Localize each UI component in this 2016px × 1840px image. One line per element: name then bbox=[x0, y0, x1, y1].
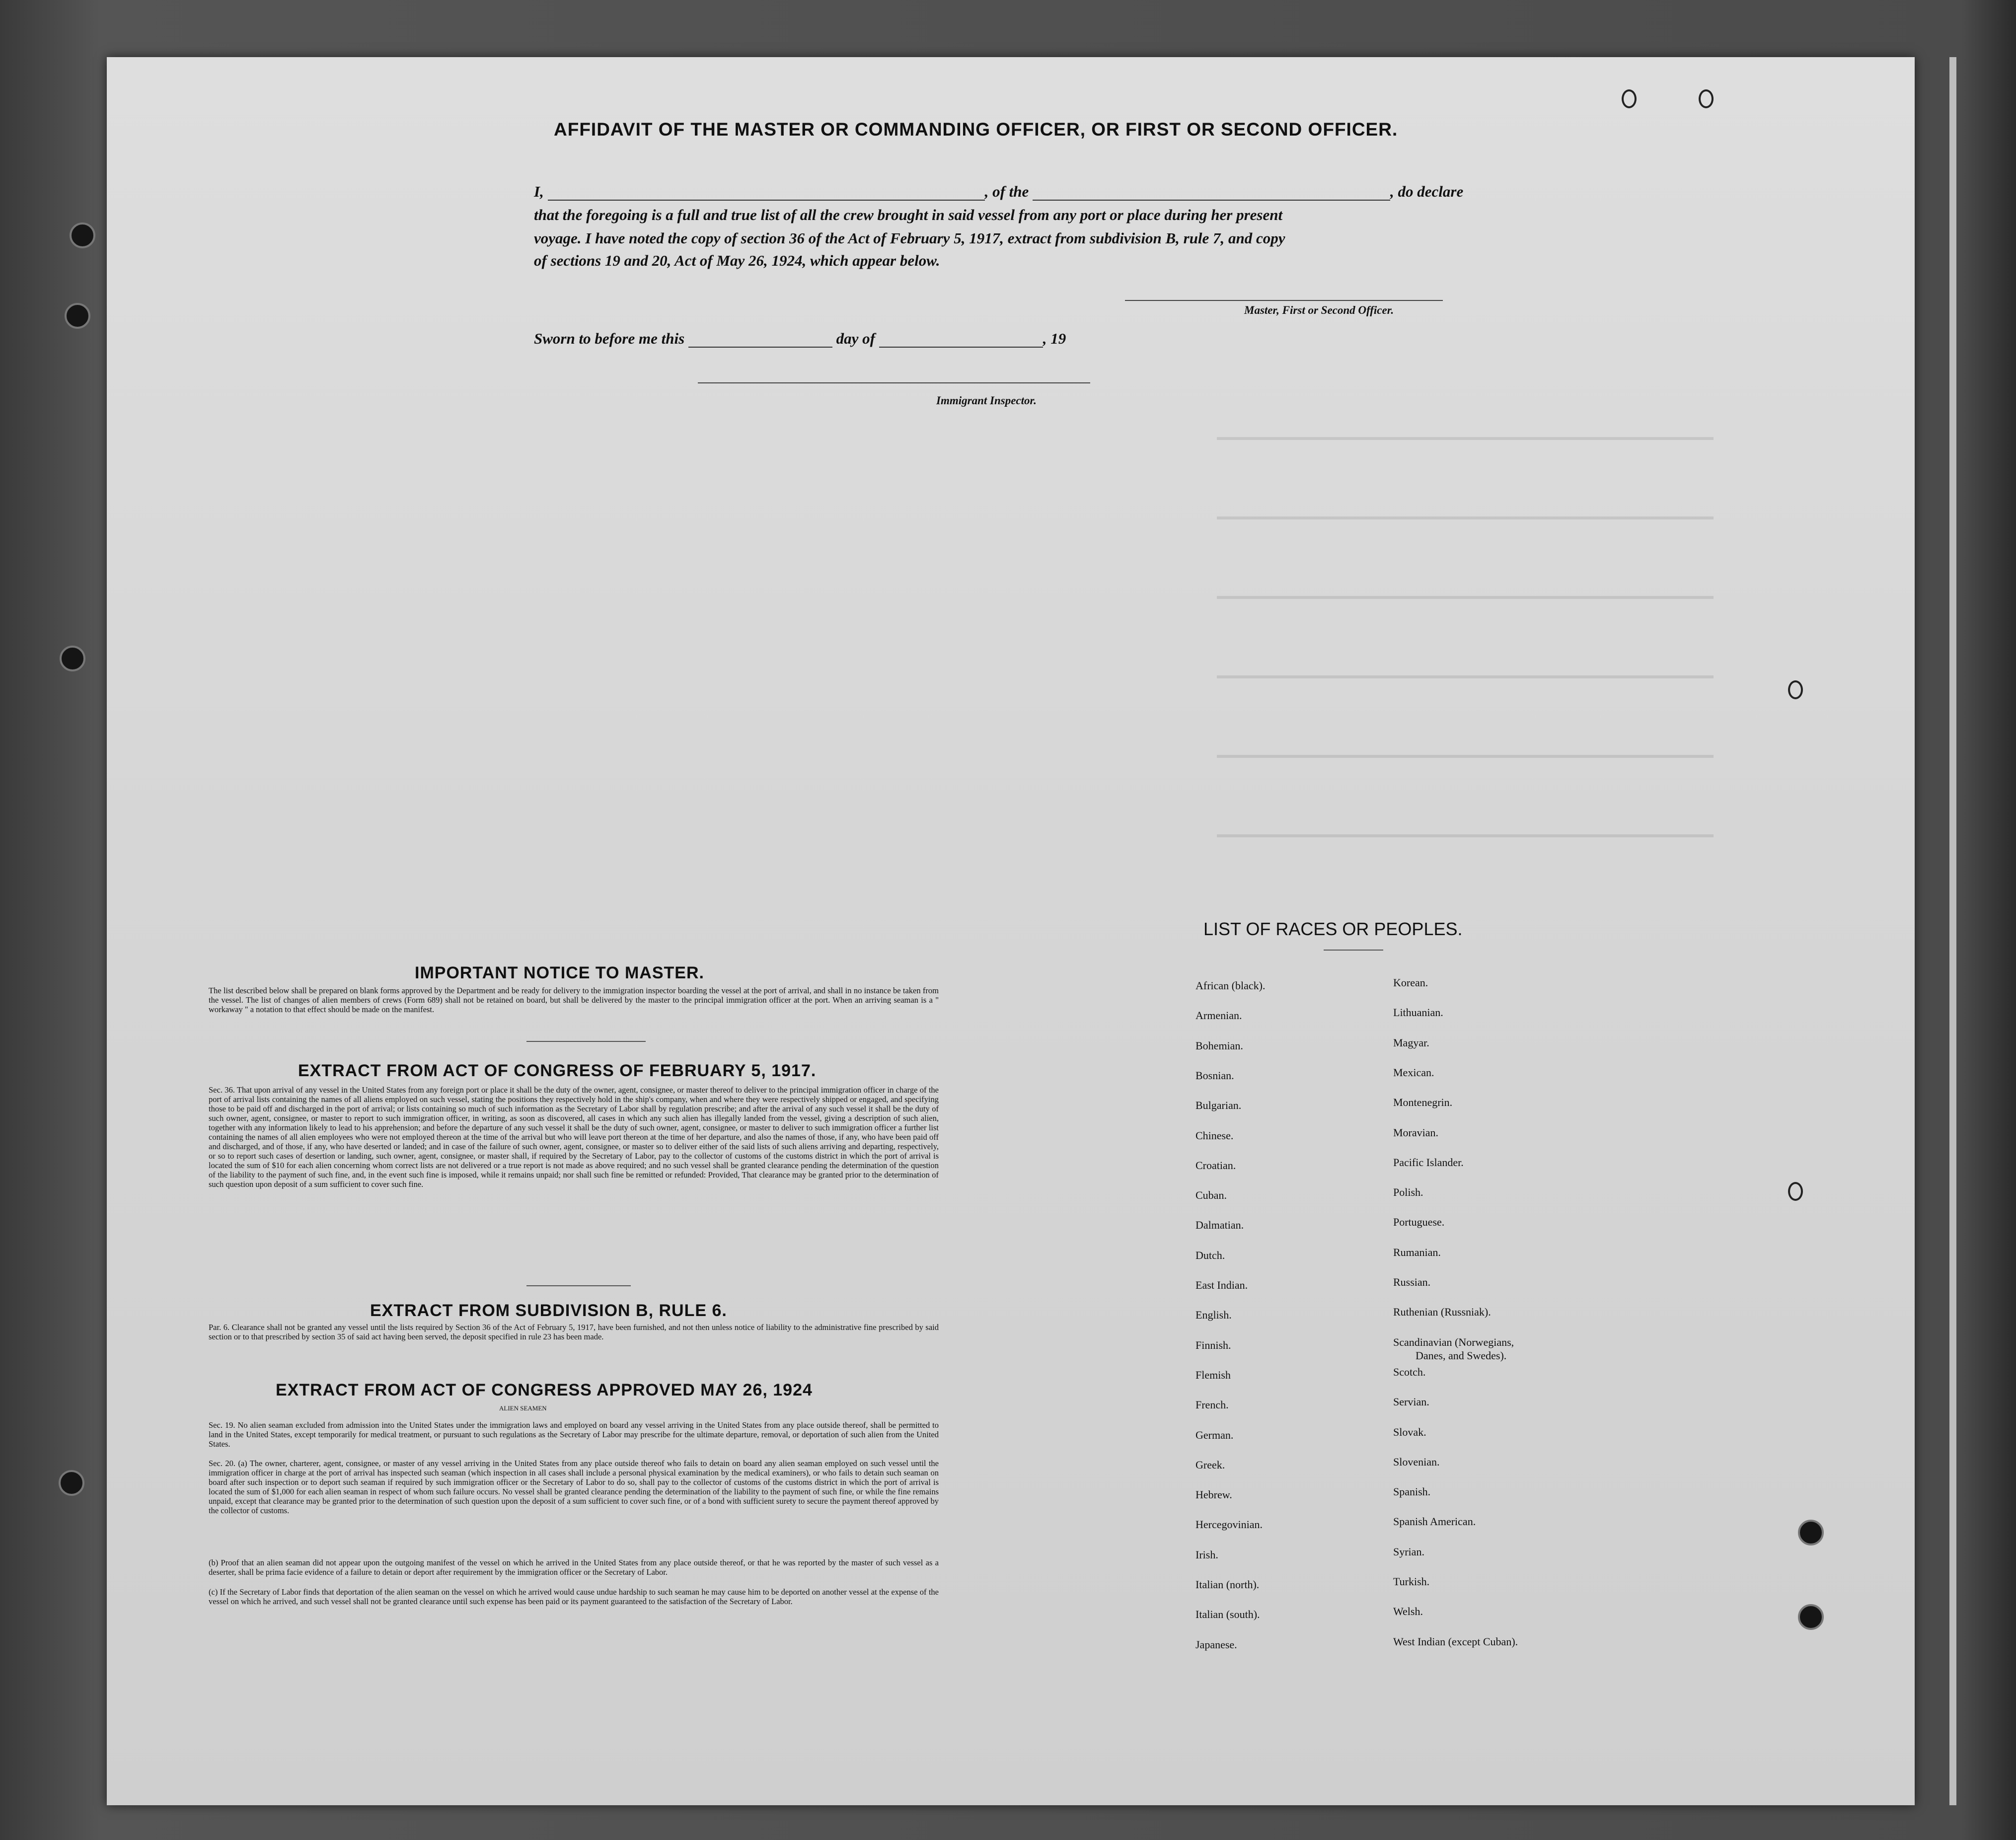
master-name-blank[interactable] bbox=[548, 200, 985, 201]
race-item: Scotch. bbox=[1393, 1365, 1426, 1378]
race-item: English. bbox=[1195, 1309, 1232, 1322]
sworn-text: Sworn to before me this bbox=[534, 330, 685, 347]
sec-20c-text: (c) If the Secretary of Labor finds that deportation of the alien seaman on the vessel on which he arrived would cause undue hardship to such seaman he may cause him to be deported on another vessel at the expense of the vessel on which he arrived, and such vessel shall not be granted clearance until such expense has been paid or its payment guaranteed to the satisfaction of the Secretary of Labor. bbox=[209, 1587, 939, 1606]
race-item: Syrian. bbox=[1393, 1545, 1424, 1558]
affidavit-declare: , do declare bbox=[1390, 183, 1464, 200]
subdivision-heading: EXTRACT FROM SUBDIVISION B, RULE 6. bbox=[370, 1301, 727, 1320]
ring-mark-icon bbox=[1788, 680, 1803, 699]
race-item: Slovenian. bbox=[1393, 1455, 1440, 1468]
race-item: Greek. bbox=[1195, 1458, 1225, 1471]
race-item: Cuban. bbox=[1195, 1189, 1227, 1202]
page-edge-shadow bbox=[1949, 57, 1956, 1805]
race-item: Scandinavian (Norwegians, bbox=[1393, 1335, 1514, 1348]
race-item: Finnish. bbox=[1195, 1338, 1231, 1351]
race-item: Hebrew. bbox=[1195, 1488, 1232, 1501]
document-page bbox=[107, 57, 1915, 1805]
affidavit-heading: AFFIDAVIT OF THE MASTER OR COMMANDING OFFICER, OR FIRST OR SECOND OFFICER. bbox=[554, 119, 1398, 140]
race-item: Montenegrin. bbox=[1393, 1096, 1453, 1109]
race-item: Spanish American. bbox=[1393, 1515, 1476, 1528]
affidavit-line-2: that the foregoing is a full and true list of all the crew brought in said vessel from any port or place during her present bbox=[534, 206, 1283, 223]
race-item: Spanish. bbox=[1393, 1485, 1431, 1498]
race-item: Magyar. bbox=[1393, 1036, 1429, 1049]
inspector-signature-line[interactable] bbox=[698, 382, 1090, 383]
race-item: Servian. bbox=[1393, 1396, 1429, 1408]
race-item: Dutch. bbox=[1195, 1249, 1225, 1261]
race-item: Bulgarian. bbox=[1195, 1099, 1242, 1112]
binder-hole-icon bbox=[1798, 1604, 1824, 1630]
sec-20-text: Sec. 20. (a) The owner, charterer, agent, consignee, or master of any vessel arriving in the United States from any place outside thereof who fails to detain on board any alien seaman employed on such vessel until the immigration officer in charge at the port of arrival has inspected such seaman (which inspection in all cases shall include a personal physical examination by the medical examiners), or who fails to detain such seaman on board after such inspection or to deport such seaman if required by such immigration officer or the Secretary of Labor to do so, shall pay to the collector of customs of the customs district in which the port of arrival is located the sum of $1,000 for each alien seaman in respect of whom such failure occurs. No vessel shall be granted clearance pending the determination of the liability to the payment of such fine, or while the fine remains unpaid, except that clearance may be granted prior to the determination of such question upon the deposit of a sum sufficient to cover such fine, or of a bond with sufficient surety to secure the payment thereof approved by the collector of customs. bbox=[209, 1459, 939, 1515]
vessel-name-blank[interactable] bbox=[1033, 200, 1390, 201]
binder-hole-icon bbox=[60, 646, 85, 671]
race-item: Polish. bbox=[1393, 1186, 1423, 1199]
races-heading: LIST OF RACES OR PEOPLES. bbox=[1203, 919, 1463, 939]
sec-19-text: Sec. 19. No alien seaman excluded from admission into the United States under the immigration laws and employed on board any vessel arriving in the United States from any place outside thereof, shall be permitted to land in the United States, except temporarily for medical treatment, or pursuant to such regulations as the Secretary of Labor may prescribe for the ultimate departure, removal, or deportation of such alien from the United States. bbox=[209, 1420, 939, 1449]
race-item: Slovak. bbox=[1393, 1425, 1426, 1438]
race-item: Japanese. bbox=[1195, 1638, 1237, 1651]
section-divider bbox=[526, 1285, 631, 1286]
race-item: Lithuanian. bbox=[1393, 1006, 1443, 1019]
race-item: Italian (south). bbox=[1195, 1608, 1260, 1621]
bleed-through-row bbox=[1217, 755, 1714, 758]
race-item: German. bbox=[1195, 1428, 1234, 1441]
race-item: African (black). bbox=[1195, 979, 1266, 992]
races-divider bbox=[1324, 950, 1383, 951]
notice-heading: IMPORTANT NOTICE TO MASTER. bbox=[415, 963, 704, 982]
race-item: Hercegovinian. bbox=[1195, 1518, 1263, 1531]
race-item: Croatian. bbox=[1195, 1159, 1236, 1172]
extract-1917-heading: EXTRACT FROM ACT OF CONGRESS OF FEBRUARY 5, 1917. bbox=[298, 1061, 817, 1080]
race-item: Chinese. bbox=[1195, 1129, 1234, 1142]
race-item: Pacific Islander. bbox=[1393, 1156, 1464, 1169]
binder-hole-icon bbox=[59, 1470, 84, 1496]
race-item: West Indian (except Cuban). bbox=[1393, 1635, 1518, 1648]
sworn-day-blank[interactable] bbox=[688, 347, 832, 348]
race-item: Korean. bbox=[1393, 976, 1428, 989]
race-item: Moravian. bbox=[1393, 1126, 1439, 1139]
subdivision-text: Par. 6. Clearance shall not be granted any vessel until the lists required by Section 36 of the Act of February 5, 1917, have been furnished, and not then unless notice of liability to the administrative fine prescribed by said section or to that prescribed by section 35 of said act having been served, the deposit specified in rule 23 has been made. bbox=[209, 1323, 939, 1341]
bleed-through-row bbox=[1217, 596, 1714, 599]
bleed-through-row bbox=[1217, 675, 1714, 678]
race-item: Ruthenian (Russniak). bbox=[1393, 1306, 1491, 1319]
notice-text: The list described below shall be prepared on blank forms approved by the Department and be ready for delivery to the immigration inspector boarding the vessel at the port of arrival, and shall in no instance be taken from the vessel. The list of changes of alien members of crews (Form 689) shall not be retained on board, but shall be delivered by the master to the principal immigration officer at the port. When an arriving seaman is a " workaway " a notation to that effect should be made on the manifest. bbox=[209, 986, 939, 1014]
race-item: Portuguese. bbox=[1393, 1216, 1445, 1229]
day-of-text: day of bbox=[836, 330, 875, 347]
race-item: French. bbox=[1195, 1398, 1229, 1411]
binder-hole-icon bbox=[70, 222, 95, 248]
affidavit-line-4: of sections 19 and 20, Act of May 26, 1924, which appear below. bbox=[534, 252, 940, 269]
affidavit-i: I, bbox=[534, 183, 544, 200]
race-item: Bohemian. bbox=[1195, 1039, 1243, 1052]
race-item: Dalmatian. bbox=[1195, 1219, 1244, 1232]
master-signature-caption: Master, First or Second Officer. bbox=[1244, 304, 1394, 316]
race-item: Turkish. bbox=[1393, 1575, 1430, 1588]
sec-20b-text: (b) Proof that an alien seaman did not appear upon the outgoing manifest of the vessel on which he arrived in the United States from any place outside thereof, or that he was reported by the master of such vessel as a deserter, shall be prima facie evidence of a failure to detain or deport after requirement by the immigration officer or the Secretary of Labor. bbox=[209, 1558, 939, 1577]
ring-mark-icon bbox=[1788, 1182, 1803, 1201]
race-item: Armenian. bbox=[1195, 1009, 1242, 1022]
ring-mark-icon bbox=[1699, 89, 1714, 108]
bleed-through-row bbox=[1217, 516, 1714, 519]
section-divider bbox=[526, 1041, 646, 1042]
race-item: Russian. bbox=[1393, 1276, 1431, 1288]
extract-1924-subheading: ALIEN SEAMEN bbox=[499, 1404, 547, 1412]
bleed-through-row bbox=[1217, 834, 1714, 837]
binder-hole-icon bbox=[1798, 1520, 1824, 1546]
race-item: East Indian. bbox=[1195, 1279, 1248, 1291]
race-item: Irish. bbox=[1195, 1548, 1218, 1561]
extract-1924-heading: EXTRACT FROM ACT OF CONGRESS APPROVED MAY 26, 1924 bbox=[276, 1381, 813, 1399]
race-item: Rumanian. bbox=[1393, 1246, 1441, 1258]
inspector-caption: Immigrant Inspector. bbox=[936, 394, 1037, 407]
binder-hole-icon bbox=[65, 303, 90, 329]
affidavit-of-the: , of the bbox=[984, 183, 1029, 200]
race-item: Welsh. bbox=[1393, 1605, 1423, 1618]
sworn-month-blank[interactable] bbox=[879, 347, 1043, 348]
race-item: Flemish bbox=[1195, 1368, 1231, 1381]
affidavit-line-3: voyage. I have noted the copy of section 36 of the Act of February 5, 1917, extract from subdivision B, rule 7, and copy bbox=[534, 229, 1285, 247]
race-continuation: Danes, and Swedes). bbox=[1416, 1349, 1507, 1362]
sworn-line bbox=[534, 330, 1066, 348]
affidavit-line-1 bbox=[534, 183, 1463, 201]
ring-mark-icon bbox=[1622, 89, 1637, 108]
extract-1917-text: Sec. 36. That upon arrival of any vessel in the United States from any foreign port or place it shall be the duty of the owner, agent, consignee, or master thereof to deliver to the principal immigration officer in charge of the port of arrival lists containing the names of all aliens employed on such vessel, stating the positions they respectively hold in the ship's company, when and where they were respectively shipped or engaged, and specifying those to be paid off and discharged in the port of arrival; or lists containing so much of such information as the Secretary of Labor shall by regulation prescribe; and after the arrival of any such vessel it shall be the duty of such owner, agent, consignee, or master to report to such immigration officer, in writing, as soon as discovered, all cases in which any such alien has illegally landed from the vessel, giving a description of such alien, together with any information likely to lead to his apprehension; and before the departure of any such vessel it shall be the duty of such owner, agent, consignee, or master to deliver to such immigration officer a further list containing the names of all alien employees who were not employed thereon at the time of the arrival but who will leave port thereon at the time of her departure, and also the names of those, if any, who have been paid off and discharged, and of those, if any, who have deserted or landed; and in case of the failure of such owner, agent, consignee, or master so to deliver either of the said lists of such aliens arriving and departing, respectively, or so to report such cases of desertion or landing, such owner, agent, consignee, or master shall, if required by the Secretary of Labor, pay to the collector of customs of the customs district in which the port of arrival is located the sum of $10 for each alien concerning whom correct lists are not delivered or a true report is not made as above required; and no such vessel shall be granted clearance pending the determination of the question of the liability to the payment of such fine, and, in the event such fine is imposed, while it remains unpaid; nor shall such fine be remitted or refunded: Provided, That clearance may be granted prior to the determination of such question upon deposit of a sum sufficient to cover such fine. bbox=[209, 1085, 939, 1189]
race-item: Italian (north). bbox=[1195, 1578, 1260, 1591]
year-text: , 19 bbox=[1043, 330, 1066, 347]
race-item: Mexican. bbox=[1393, 1066, 1434, 1079]
master-signature-line[interactable] bbox=[1125, 300, 1443, 301]
bleed-through-row bbox=[1217, 437, 1714, 440]
race-item: Bosnian. bbox=[1195, 1069, 1234, 1082]
